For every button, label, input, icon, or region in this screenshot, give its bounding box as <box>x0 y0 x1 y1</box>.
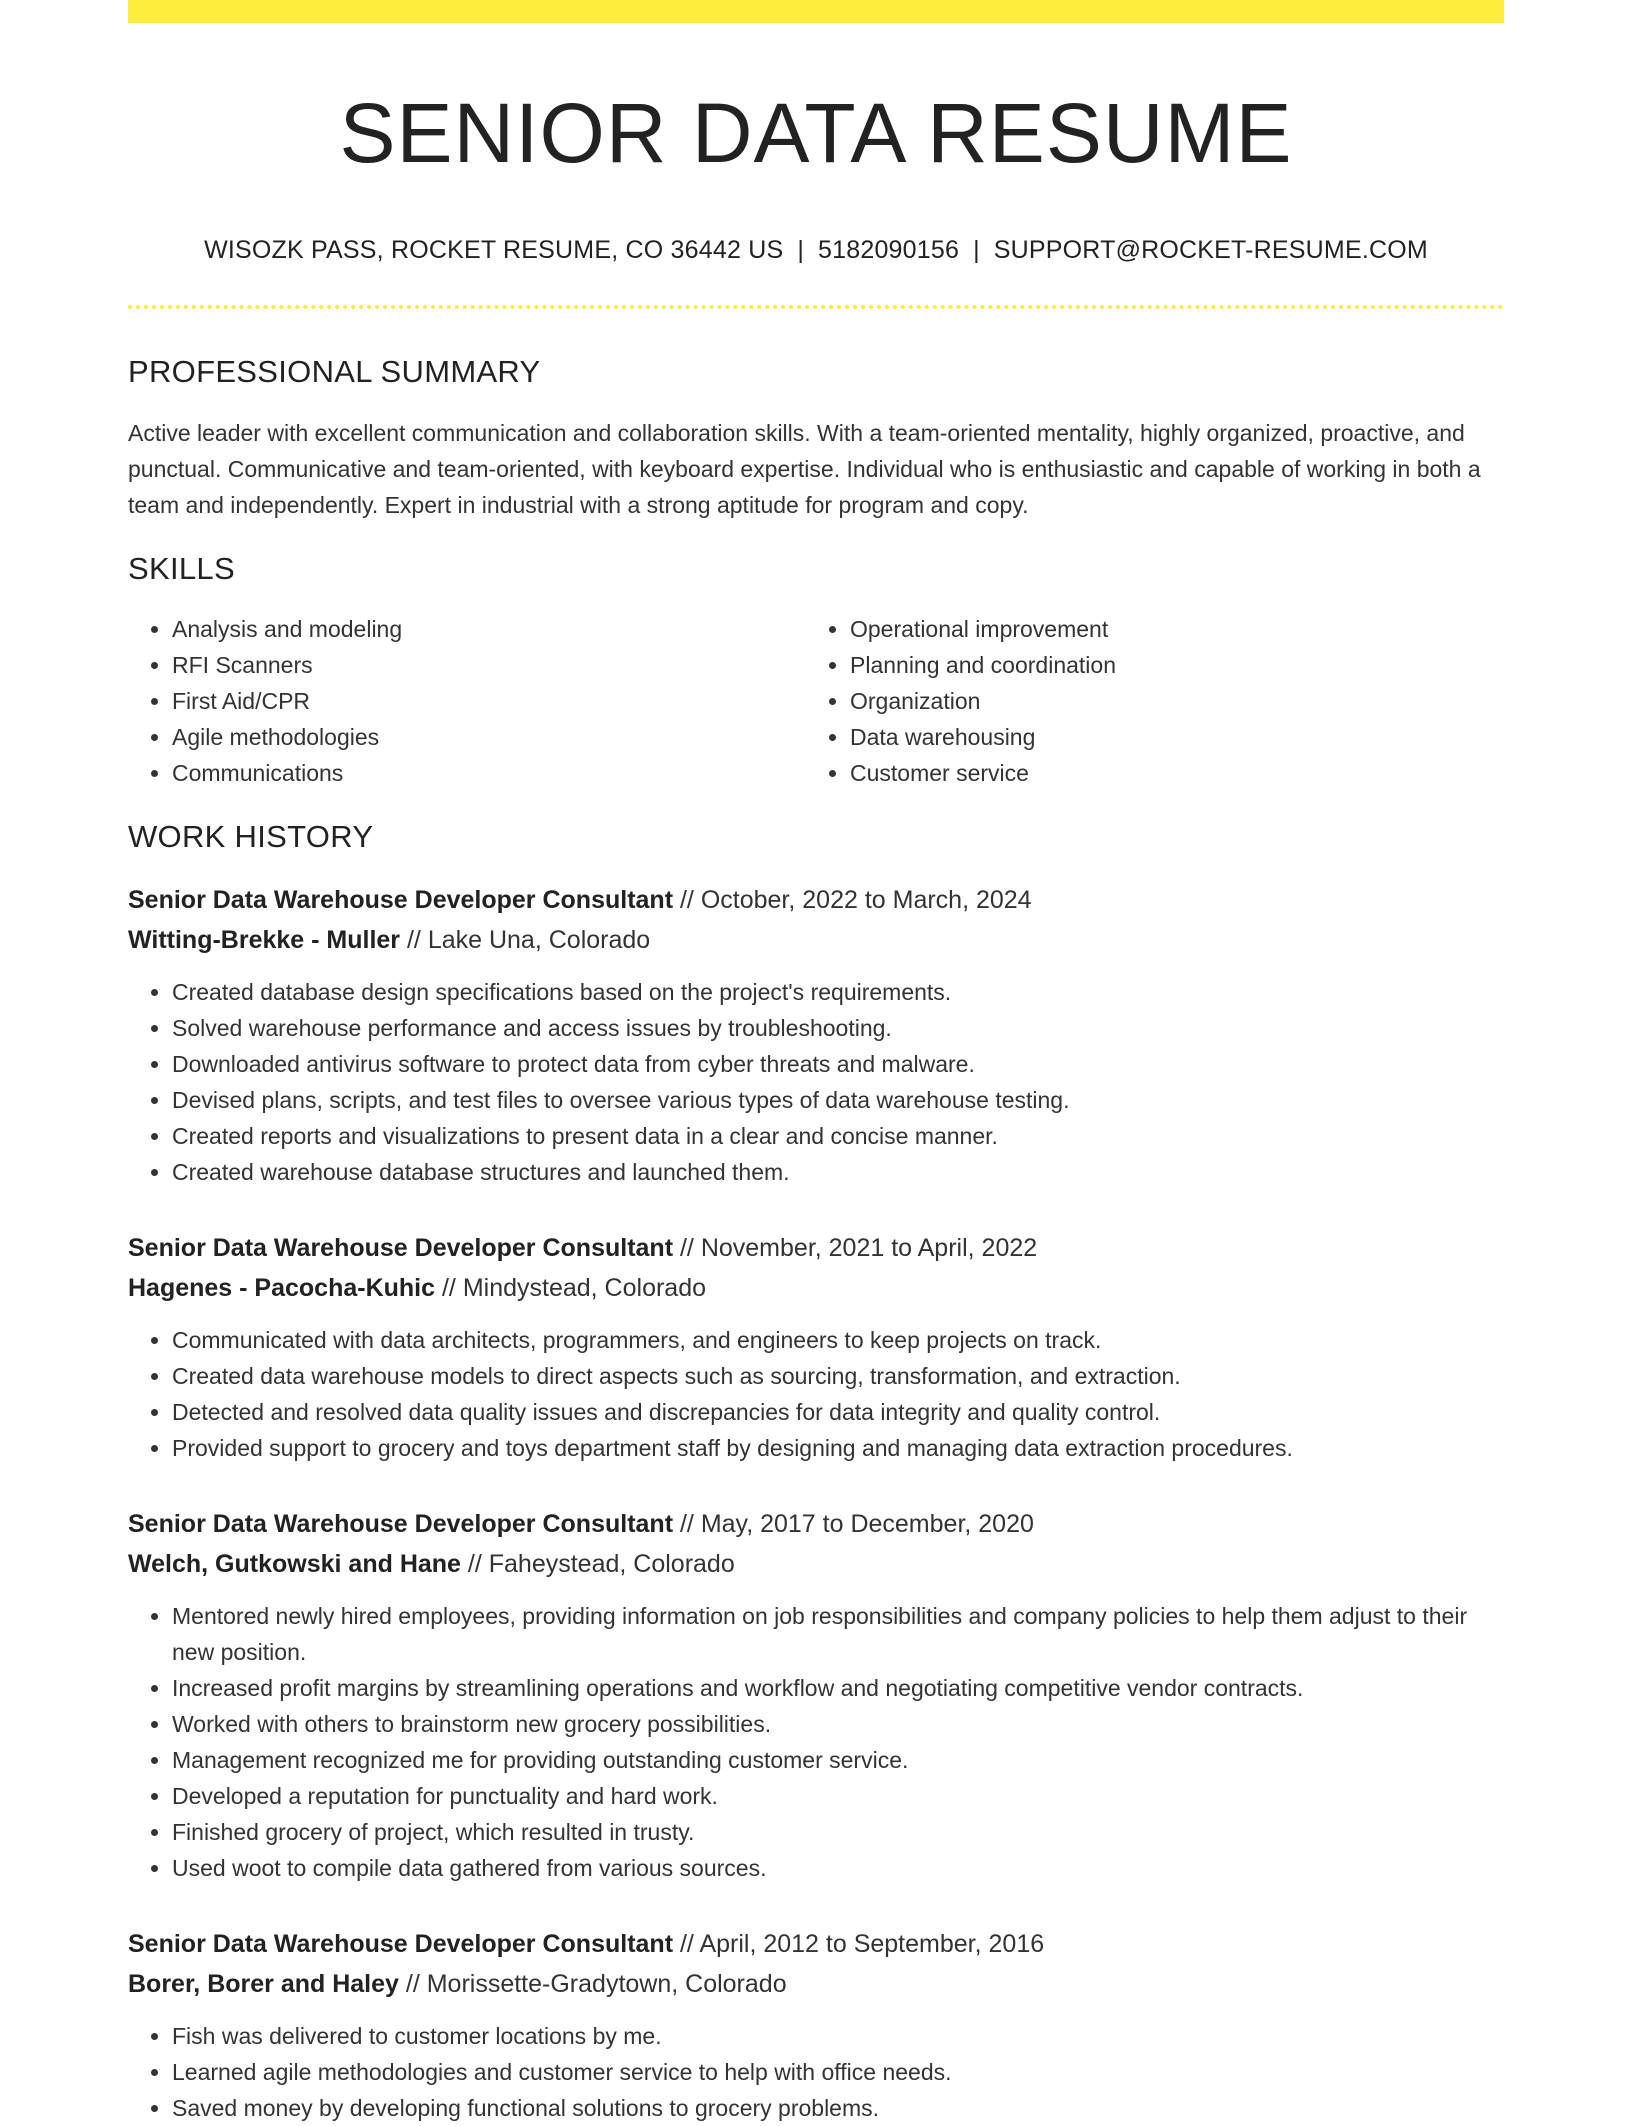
job-company: Borer, Borer and Haley <box>128 1970 399 1998</box>
skill-item: • RFI Scanners <box>172 647 806 683</box>
skills-column-left <box>128 611 806 791</box>
job-location: // Morissette-Gradytown, Colorado <box>405 1970 787 1998</box>
job-position: Senior Data Warehouse Developer Consultant <box>128 1510 674 1538</box>
job-company-line <box>128 920 1504 960</box>
job-bullet: • Downloaded antivirus software to protect data from cyber threats and malware. <box>172 1046 1504 1082</box>
job-bullet: • Solved warehouse performance and access issues by troubleshooting. <box>172 1010 1504 1046</box>
job-dates: // April, 2012 to September, 2016 <box>679 1930 1045 1958</box>
skill-item: • Communications <box>172 755 806 791</box>
job-bullets <box>128 1598 1504 1886</box>
job-bullet: • Created database design specifications based on the project's requirements. <box>172 974 1504 1010</box>
job-bullet: • Increased profit margins by streamlining operations and workflow and negotiating competitive vendor contracts. <box>172 1670 1504 1706</box>
skills-heading: SKILLS <box>128 551 235 586</box>
skill-item: • Agile methodologies <box>172 719 806 755</box>
job-location: // Mindystead, Colorado <box>441 1274 707 1302</box>
job-bullet: • Used woot to compile data gathered from various sources. <box>172 1850 1504 1886</box>
skill-item: • First Aid/CPR <box>172 683 806 719</box>
job-dates: // May, 2017 to December, 2020 <box>679 1510 1034 1538</box>
contact-address: WISOZK PASS, ROCKET RESUME, CO 36442 US <box>204 236 784 264</box>
job-position: Senior Data Warehouse Developer Consultant <box>128 1234 674 1262</box>
job-bullets <box>128 2018 1504 2126</box>
dotted-divider <box>128 305 1504 309</box>
job-company: Welch, Gutkowski and Hane <box>128 1550 461 1578</box>
resume-page <box>128 0 1504 2126</box>
job-bullet: • Learned agile methodologies and customer service to help with office needs. <box>172 2054 1504 2090</box>
work-history-heading: WORK HISTORY <box>128 819 374 854</box>
job-location: // Faheystead, Colorado <box>467 1550 735 1578</box>
job-position-line <box>128 1924 1504 1964</box>
job-entry <box>128 1504 1504 1886</box>
job-bullet: • Finished grocery of project, which resulted in trusty. <box>172 1814 1504 1850</box>
job-company-line <box>128 1544 1504 1584</box>
summary-heading: PROFESSIONAL SUMMARY <box>128 354 541 389</box>
job-dates: // November, 2021 to April, 2022 <box>679 1234 1038 1262</box>
contact-separator: | <box>973 236 980 264</box>
skill-item: • Operational improvement <box>850 611 1484 647</box>
job-dates: // October, 2022 to March, 2024 <box>679 886 1032 914</box>
skills-column-right <box>806 611 1484 791</box>
skill-item: • Planning and coordination <box>850 647 1484 683</box>
job-bullet: • Management recognized me for providing outstanding customer service. <box>172 1742 1504 1778</box>
job-bullet: • Communicated with data architects, programmers, and engineers to keep projects on track. <box>172 1322 1504 1358</box>
skills-grid <box>128 611 1504 791</box>
job-bullet: • Devised plans, scripts, and test files to oversee various types of data warehouse testing. <box>172 1082 1504 1118</box>
job-bullets <box>128 974 1504 1190</box>
skill-item: • Data warehousing <box>850 719 1484 755</box>
skill-item: • Analysis and modeling <box>172 611 806 647</box>
resume-title: SENIOR DATA RESUME <box>339 86 1293 180</box>
job-location: // Lake Una, Colorado <box>406 926 651 954</box>
job-bullet: • Created warehouse database structures and launched them. <box>172 1154 1504 1190</box>
job-bullet: • Developed a reputation for punctuality and hard work. <box>172 1778 1504 1814</box>
job-position-line <box>128 880 1504 920</box>
job-bullets <box>128 1322 1504 1466</box>
skill-item: • Customer service <box>850 755 1484 791</box>
job-bullet: • Mentored newly hired employees, providing information on job responsibilities and company policies to help them adjust to their new position. <box>172 1598 1504 1670</box>
job-position: Senior Data Warehouse Developer Consultant <box>128 886 674 914</box>
job-bullet: • Provided support to grocery and toys department staff by designing and managing data extraction procedures. <box>172 1430 1504 1466</box>
job-company-line <box>128 1268 1504 1308</box>
job-company-line <box>128 1964 1504 2004</box>
skill-item: • Organization <box>850 683 1484 719</box>
summary-text: Active leader with excellent communication and collaboration skills. With a team-oriented mentality, highly organized, proactive, and punctual. Communicative and team-oriented, with keyboard expertise. Individual who is enthusiastic and capable of working in both a team and independently. Expert in industrial with a strong aptitude for program and copy. <box>128 420 1481 518</box>
job-company: Hagenes - Pacocha-Kuhic <box>128 1274 436 1302</box>
job-entry <box>128 1924 1504 2126</box>
job-position-line <box>128 1504 1504 1544</box>
top-accent-bar <box>128 0 1504 23</box>
job-company: Witting-Brekke - Muller <box>128 926 401 954</box>
contact-email: SUPPORT@ROCKET-RESUME.COM <box>993 236 1428 264</box>
job-bullet: • Fish was delivered to customer locations by me. <box>172 2018 1504 2054</box>
contact-separator: | <box>797 236 805 264</box>
job-bullet: • Saved money by developing functional solutions to grocery problems. <box>172 2090 1504 2126</box>
job-bullet: • Created reports and visualizations to present data in a clear and concise manner. <box>172 1118 1504 1154</box>
job-position: Senior Data Warehouse Developer Consultant <box>128 1930 674 1958</box>
job-bullet: • Worked with others to brainstorm new grocery possibilities. <box>172 1706 1504 1742</box>
contact-line <box>128 235 1504 265</box>
job-entry <box>128 1228 1504 1466</box>
job-position-line <box>128 1228 1504 1268</box>
job-bullet: • Detected and resolved data quality issues and discrepancies for data integrity and quality control. <box>172 1394 1504 1430</box>
job-bullet: • Created data warehouse models to direct aspects such as sourcing, transformation, and extraction. <box>172 1358 1504 1394</box>
job-entry <box>128 880 1504 1190</box>
contact-phone: 5182090156 <box>818 236 960 264</box>
